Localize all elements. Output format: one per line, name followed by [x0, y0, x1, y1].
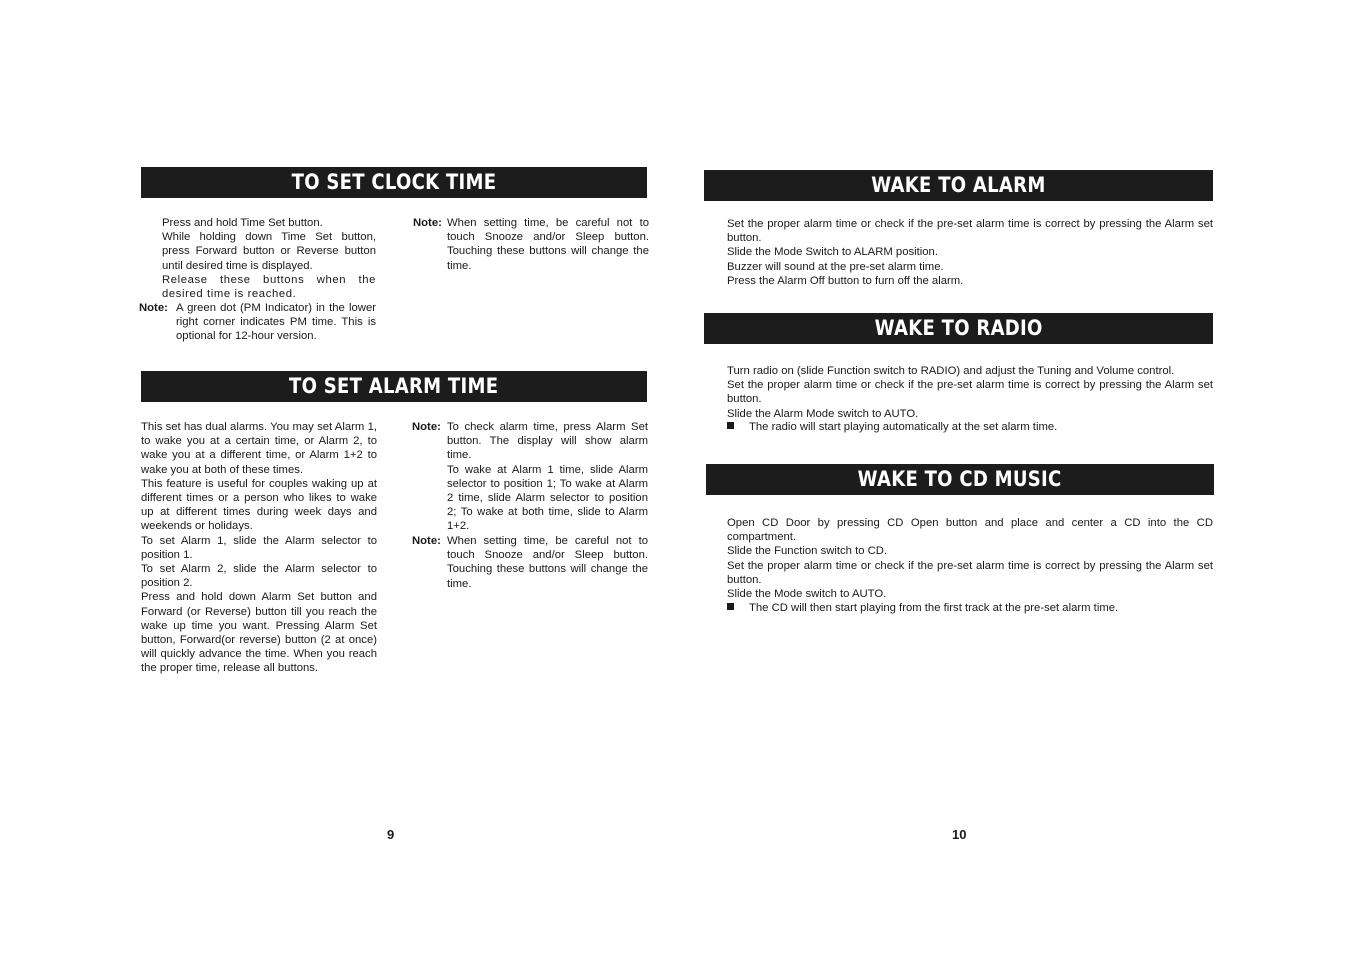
instruction-line: Slide the Mode switch to AUTO.: [727, 588, 887, 601]
instruction-line: Set the proper alarm time or check if the pre-set alarm time is correct by pressing the Alarm set button.: [727, 559, 1213, 586]
wake-cd-bullet: [727, 601, 1118, 615]
wake-cd-instructions: [727, 516, 1213, 601]
instruction-line: Turn radio on (slide Function switch to RADIO) and adjust the Tuning and Volume control.: [727, 365, 1175, 377]
instruction-line: Set the proper alarm time or check if the pre-set alarm time is correct by pressing the Alarm set button.: [727, 218, 1213, 245]
bullet-text: The radio will start playing automatically at the set alarm time.: [749, 421, 1058, 433]
clock-section-heading: TO SET CLOCK TIME: [141, 167, 647, 198]
instruction-line: Set the proper alarm time or check if the pre-set alarm time is correct by pressing the Alarm set button.: [727, 379, 1213, 406]
clock-setting-note: [413, 216, 649, 274]
instruction-line: Open CD Door by pressing CD Open button and place and center a CD into the CD compartment.: [727, 517, 1213, 544]
note-paragraph: To wake at Alarm 1 time, slide Alarm selector to position 1; To wake at Alarm 2 time, slide Alarm selector to position 2; To wake at both time, slide to Alarm 1+2.: [447, 463, 648, 533]
note-paragraph: To check alarm time, press Alarm Set button. The display will show alarm time.: [447, 421, 648, 462]
note-text: [447, 420, 648, 534]
wake-alarm-instructions: [727, 217, 1213, 288]
bullet-text: The CD will then start playing from the first track at the pre-set alarm time.: [749, 602, 1119, 614]
wake-radio-heading: WAKE TO RADIO: [704, 313, 1213, 344]
alarm-setting-note: [412, 534, 648, 592]
note-label: Note:: [413, 217, 442, 229]
alarm-paragraph: This set has dual alarms. You may set Alarm 1, to wake you at a certain time, or Alarm 2, to wake you at a different time, or Alarm 1+2 to wake you at both of these times.: [141, 421, 377, 476]
note-label: Note:: [139, 302, 168, 314]
alarm-paragraph: Press and hold down Alarm Set button and Forward (or Reverse) button till you reach the wake up time you want. Pressing Alarm Set button, Forward(or reverse) button (2 at once) will quickly advance the time. When you reach the proper time, release all buttons.: [141, 591, 377, 675]
alarm-paragraph: To set Alarm 1, slide the Alarm selector to position 1.: [141, 534, 377, 561]
note-text: A green dot (PM Indicator) in the lower right corner indicates PM time. This is optional for 12-hour version.: [176, 302, 376, 343]
square-bullet-icon: [727, 603, 734, 610]
alarm-instructions: [141, 420, 377, 676]
instruction-line: Press the Alarm Off button to furn off the alarm.: [727, 274, 964, 287]
clock-step-2: While holding down Time Set button, press Forward button or Reverse button until desired time is displayed.: [162, 231, 376, 272]
page-number: 9: [387, 827, 395, 842]
note-label: Note:: [412, 421, 441, 433]
alarm-check-note: [412, 420, 648, 534]
instruction-line: Slide the Mode Switch to ALARM position.: [727, 246, 938, 259]
wake-cd-heading: WAKE TO CD MUSIC: [706, 464, 1214, 495]
wake-alarm-heading: WAKE TO ALARM: [704, 170, 1213, 201]
instruction-line: Buzzer will sound at the pre-set alarm time.: [727, 260, 944, 273]
alarm-section-heading: TO SET ALARM TIME: [141, 371, 647, 402]
instruction-line: Slide the Function switch to CD.: [727, 545, 888, 558]
square-bullet-icon: [727, 422, 734, 429]
clock-note: [139, 301, 376, 345]
note-text: When setting time, be careful not to touch Snooze and/or Sleep button. Touching these buttons will change the time.: [447, 217, 649, 272]
wake-radio-instructions: [727, 364, 1213, 421]
clock-steps: [162, 216, 376, 301]
instruction-line: Slide the Alarm Mode switch to AUTO.: [727, 407, 919, 420]
alarm-paragraph: To set Alarm 2, slide the Alarm selector to position 2.: [141, 563, 377, 590]
note-label: Note:: [412, 535, 441, 547]
wake-radio-bullet: [727, 420, 1057, 434]
clock-step-3: Release these buttons when the desired time is reached.: [162, 273, 376, 301]
page-number: 10: [952, 827, 967, 842]
alarm-paragraph: This feature is useful for couples waking up at different times or a person who likes to wake up at different times during week days and weekends or holidays.: [141, 477, 377, 533]
note-text: When setting time, be careful not to touch Snooze and/or Sleep button. Touching these buttons will change the time.: [447, 535, 648, 590]
clock-step-1: Press and hold Time Set button.: [162, 217, 323, 229]
